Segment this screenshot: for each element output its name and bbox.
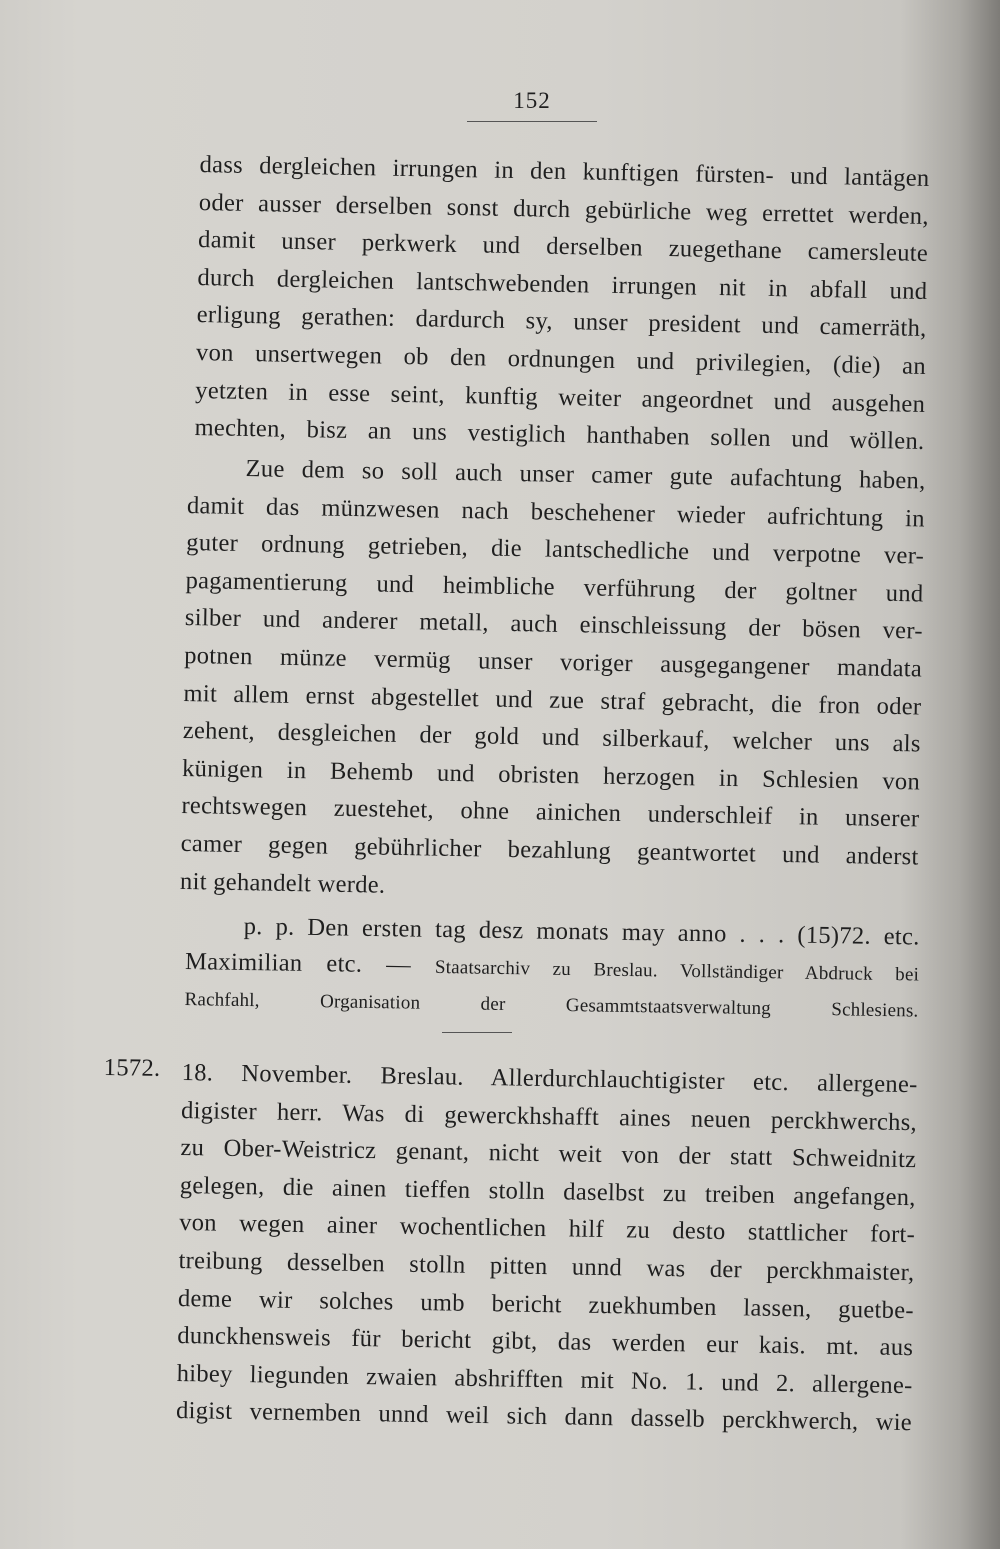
source-citation: Staatsarchiv zu Breslau. Vollständiger Abdruck bei <box>434 956 920 986</box>
header-rule <box>467 121 597 122</box>
text-line: hibey liegunden zwaien abshrifften mit No. 1. und 2. allergene- <box>176 1359 913 1399</box>
text-line: mit allem ernst abgestellet und zue straf gebracht, die fron oder <box>183 679 922 721</box>
text-line: zu Ober-Weistricz genant, nicht weit von der statt Schweidnitz <box>180 1134 917 1174</box>
text-line: damit das münzwesen nach beschehener wieder aufrichtung in <box>186 491 926 533</box>
text-line: digister herr. Was di gewerckhshafft aines neuen perckhwerchs, <box>180 1096 918 1136</box>
text-line: silber und anderer metall, auch einschleissung der bösen ver- <box>184 604 924 645</box>
text-line: oder ausser derselben sonst durch gebürliche weg errettet werden, <box>198 188 930 230</box>
text-line: von wegen ainer wochentlichen hilf zu desto stattlicher fort- <box>178 1209 916 1249</box>
page-number: 152 <box>513 88 551 113</box>
text-line: treibung desselben stolln pitten unnd was der perckhmaister, <box>178 1246 915 1287</box>
closing-block <box>184 908 920 1028</box>
entry-text <box>176 1054 918 1442</box>
text-line: künigen in Behemb und obristen herzogen in Schlesien von <box>181 754 921 796</box>
text-line: durch dergleichen lantschwebenden irrungen nit in abfall und <box>197 263 928 305</box>
paragraph-2 <box>180 449 926 914</box>
text-line: guter ordnung getrieben, die lantschedliche und verpotne ver- <box>186 529 925 570</box>
text-line: rechtswegen zuestehet, ohne ainichen underschleif in unserer <box>181 792 920 833</box>
section-divider <box>442 1032 512 1033</box>
entry-year: 1572. <box>103 1054 161 1082</box>
text-line: digist vernemben unnd weil sich dann dasselb perckhwerch, wie <box>175 1397 913 1437</box>
text-line: deme wir solches umb bericht zuekhumben lassen, guetbe- <box>177 1284 915 1324</box>
text-line: Zue dem so soll auch unser camer gute aufachtung haben, <box>245 455 926 495</box>
text-line: pagamentierung und heimbliche verführung der goltner und <box>185 566 924 608</box>
text-line: erligung gerathen: dardurch sy, unser president und camerräth, <box>196 301 927 343</box>
text-line: von unsertwegen ob den ordnungen und privilegien, (die) an <box>195 338 927 380</box>
text-line: gelegen, die ainen tieffen stolln daselbst zu treiben angefangen, <box>179 1171 916 1211</box>
text-line: 18. November. Breslau. Allerdurchlauchtigister etc. allergene- <box>181 1058 918 1099</box>
source-citation-continued: Rachfahl, Organisation der Gesammtstaatsverwaltung Schlesiens. <box>184 988 919 1022</box>
text-line: zehent, desgleichen der gold und silberkauf, welcher uns als <box>182 717 921 758</box>
text-line: dass dergleichen irrungen in den kunftigen fürsten- und lantägen <box>199 150 930 193</box>
text-line: nit gehandelt werde. <box>179 867 386 899</box>
text-line: yetzten in esse seint, kunftig weiter angeordnet und ausgehen <box>195 376 926 418</box>
text-line: dunckhensweis für bericht gibt, das werden eur kais. mt. aus <box>177 1322 914 1362</box>
closing-line: p. p. Den ersten tag desz monats may anno . . . (15)72. etc. <box>243 912 920 951</box>
paragraph-1 <box>194 146 930 461</box>
text-line: camer gegen gebührlicher bezahlung geantwortet und anderst <box>180 829 919 871</box>
signature-text: Maximilian etc. — <box>184 947 412 979</box>
text-line: potnen münze vermüg unser voriger ausgegangener mandata <box>183 641 923 683</box>
text-line: mechten, bisz an uns vestiglich hanthaben sollen und wöllen. <box>194 414 925 456</box>
text-line: damit unser perkwerk und derselben zuegethane camersleute <box>197 226 929 268</box>
